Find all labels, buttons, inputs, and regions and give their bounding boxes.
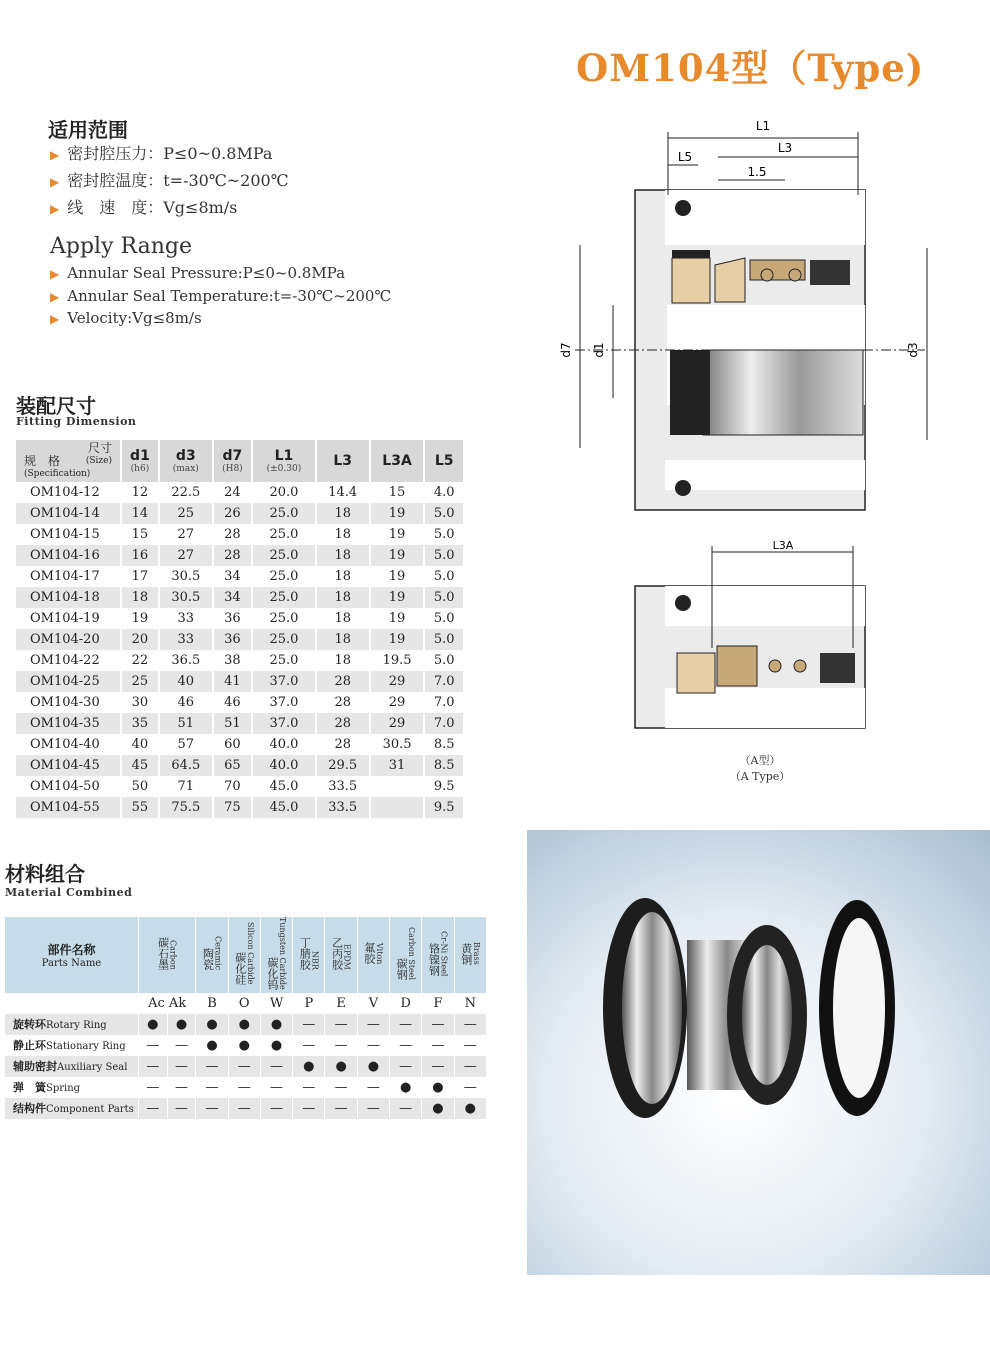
material-mark: — <box>139 1035 168 1056</box>
material-code: N <box>454 993 486 1014</box>
value-cell: 19 <box>370 587 425 608</box>
value-cell: 19 <box>370 629 425 650</box>
spec-cell: OM104-55 <box>16 797 121 818</box>
spec-cell: OM104-18 <box>16 587 121 608</box>
table-row <box>16 503 464 524</box>
value-cell: 33.5 <box>316 776 370 797</box>
value-cell: 18 <box>316 608 370 629</box>
spring-coil <box>761 269 773 281</box>
part-name-cell: 旋转环Rotary Ring <box>5 1014 139 1035</box>
material-mark: ● <box>228 1014 260 1035</box>
value-cell: 18 <box>316 650 370 671</box>
value-cell: 31 <box>370 755 425 776</box>
col-header-d1: d1 (h6) <box>121 440 159 482</box>
value-cell: 7.0 <box>424 671 464 692</box>
table-row <box>5 1077 487 1098</box>
value-cell: 25.0 <box>252 587 316 608</box>
material-mark: — <box>454 1056 486 1077</box>
spec-cell: OM104-30 <box>16 692 121 713</box>
value-cell: 33.5 <box>316 797 370 818</box>
material-mark: ● <box>422 1077 454 1098</box>
value-cell: 8.5 <box>424 755 464 776</box>
scope-heading: 适用范围 <box>48 118 128 142</box>
material-mark: — <box>357 1077 389 1098</box>
table-row <box>16 713 464 734</box>
a-type-drawing <box>625 538 895 738</box>
value-cell: 46 <box>213 692 252 713</box>
spec-cell: OM104-22 <box>16 650 121 671</box>
carbon-ring <box>677 653 715 693</box>
o-ring <box>675 595 691 611</box>
material-mark: — <box>167 1077 196 1098</box>
value-cell: 34 <box>213 566 252 587</box>
material-mark: ● <box>390 1077 422 1098</box>
value-cell: 45.0 <box>252 797 316 818</box>
material-mark: ● <box>196 1035 228 1056</box>
table-row <box>16 755 464 776</box>
value-cell: 19 <box>370 566 425 587</box>
value-cell: 29.5 <box>316 755 370 776</box>
page-title: OM104型（Type) <box>576 46 925 90</box>
material-col-header: 碳石墨Carbon <box>139 917 196 993</box>
col-header-l5: L5 <box>424 440 464 482</box>
material-code: F <box>422 993 454 1014</box>
value-cell: 5.0 <box>424 629 464 650</box>
material-col-header: 碳钢Carbon Steel <box>390 917 422 993</box>
value-cell: 45 <box>121 755 159 776</box>
col-header-l3a: L3A <box>370 440 425 482</box>
value-cell: 50 <box>121 776 159 797</box>
value-cell: 24 <box>213 482 252 503</box>
apply-item: ▶ Velocity:Vg≤8m/s <box>50 309 202 327</box>
value-cell: 18 <box>316 566 370 587</box>
d1-label: d1 <box>592 342 606 358</box>
table-row <box>5 1014 487 1035</box>
spec-cell: OM104-17 <box>16 566 121 587</box>
value-cell: 15 <box>370 482 425 503</box>
value-cell: 40 <box>159 671 213 692</box>
material-mark: ● <box>293 1056 325 1077</box>
table-row <box>16 608 464 629</box>
apply-list <box>50 263 391 331</box>
material-mark: — <box>139 1098 168 1119</box>
material-mark: — <box>357 1014 389 1035</box>
value-cell: 38 <box>213 650 252 671</box>
value-cell: 64.5 <box>159 755 213 776</box>
table-row <box>16 587 464 608</box>
value-cell: 71 <box>159 776 213 797</box>
value-cell: 5.0 <box>424 587 464 608</box>
value-cell: 37.0 <box>252 692 316 713</box>
value-cell: 19 <box>370 524 425 545</box>
material-code: Ac Ak <box>139 993 196 1014</box>
value-cell: 28 <box>316 671 370 692</box>
value-cell <box>370 797 425 818</box>
value-cell: 22 <box>121 650 159 671</box>
material-mark: — <box>390 1098 422 1119</box>
material-mark: — <box>293 1035 325 1056</box>
table-row <box>16 650 464 671</box>
triangle-bullet-icon: ▶ <box>50 289 60 304</box>
value-cell: 25.0 <box>252 608 316 629</box>
value-cell: 75 <box>213 797 252 818</box>
value-cell: 18 <box>121 587 159 608</box>
shaft-spring-section <box>703 350 863 435</box>
spec-cell: OM104-50 <box>16 776 121 797</box>
material-mark: — <box>454 1077 486 1098</box>
steel-ring <box>622 912 682 1104</box>
material-col-header: 碳化钨Tungsten Carbide <box>260 917 292 993</box>
triangle-bullet-icon: ▶ <box>50 202 60 216</box>
value-cell: 19 <box>121 608 159 629</box>
value-cell: 33 <box>159 608 213 629</box>
value-cell: 30.5 <box>370 734 425 755</box>
value-cell: 25.0 <box>252 650 316 671</box>
l3a-label: L3A <box>772 539 794 552</box>
material-mark: — <box>422 1056 454 1077</box>
value-cell: 41 <box>213 671 252 692</box>
material-col-header: 乙丙胶EPDM <box>325 917 357 993</box>
value-cell: 8.5 <box>424 734 464 755</box>
value-cell: 19 <box>370 608 425 629</box>
a-type-caption-cn: （A型） <box>739 754 781 767</box>
value-cell: 65 <box>213 755 252 776</box>
value-cell: 25.0 <box>252 629 316 650</box>
value-cell: 40.0 <box>252 734 316 755</box>
material-heading-en: Material Combined <box>5 886 133 899</box>
spring-coil <box>769 660 781 672</box>
part-name-cell: 结构件Component Parts <box>5 1098 139 1119</box>
material-code: E <box>325 993 357 1014</box>
material-mark: — <box>260 1098 292 1119</box>
material-heading-cn: 材料组合 <box>5 862 85 886</box>
part-name-cell: 辅助密封Auxiliary Seal <box>5 1056 139 1077</box>
fitting-heading-cn: 装配尺寸 <box>16 394 96 418</box>
value-cell: 29 <box>370 713 425 734</box>
value-cell: 75.5 <box>159 797 213 818</box>
spec-cell: OM104-12 <box>16 482 121 503</box>
table-row <box>5 1056 487 1077</box>
material-mark: — <box>196 1056 228 1077</box>
material-mark: — <box>325 1014 357 1035</box>
material-mark: — <box>293 1098 325 1119</box>
spec-cell: OM104-14 <box>16 503 121 524</box>
value-cell: 5.0 <box>424 650 464 671</box>
value-cell: 28 <box>213 545 252 566</box>
spec-cell: OM104-25 <box>16 671 121 692</box>
scope-item: ▶ 线 速 度：Vg≤8m/s <box>50 198 238 217</box>
table-row <box>16 671 464 692</box>
table-row <box>16 734 464 755</box>
value-cell: 7.0 <box>424 692 464 713</box>
value-cell: 18 <box>316 629 370 650</box>
table-row <box>16 776 464 797</box>
material-mark: — <box>293 1077 325 1098</box>
spec-cell: OM104-35 <box>16 713 121 734</box>
carbon-ring <box>672 258 710 303</box>
housing-cavity <box>665 688 865 728</box>
material-table-body <box>5 1014 487 1119</box>
drive-band <box>820 653 855 683</box>
l1-label: L1 <box>755 119 771 133</box>
product-photo <box>527 830 990 1275</box>
material-mark: ● <box>260 1014 292 1035</box>
value-cell: 40.0 <box>252 755 316 776</box>
a-type-caption-en: （A Type） <box>729 770 791 783</box>
value-cell: 30.5 <box>159 587 213 608</box>
material-mark: — <box>293 1014 325 1035</box>
part-name-cell: 弹 簧Spring <box>5 1077 139 1098</box>
value-cell: 7.0 <box>424 713 464 734</box>
value-cell: 55 <box>121 797 159 818</box>
material-mark: — <box>390 1035 422 1056</box>
spec-cell: OM104-45 <box>16 755 121 776</box>
col-header-l1: L1 (±0.30) <box>252 440 316 482</box>
dim15-label: 1.5 <box>747 165 767 179</box>
value-cell: 25 <box>159 503 213 524</box>
value-cell: 30 <box>121 692 159 713</box>
value-cell: 5.0 <box>424 545 464 566</box>
value-cell: 14.4 <box>316 482 370 503</box>
value-cell: 18 <box>316 503 370 524</box>
material-mark: — <box>422 1014 454 1035</box>
value-cell: 70 <box>213 776 252 797</box>
value-cell: 34 <box>213 587 252 608</box>
triangle-bullet-icon: ▶ <box>50 175 60 189</box>
triangle-bullet-icon: ▶ <box>50 267 60 281</box>
material-mark: — <box>260 1056 292 1077</box>
value-cell: 35 <box>121 713 159 734</box>
material-mark: ● <box>422 1098 454 1119</box>
material-col-header: 氟胶Viton <box>357 917 389 993</box>
material-mark: — <box>260 1077 292 1098</box>
material-mark: — <box>454 1014 486 1035</box>
scope-item: ▶ 密封腔压力：P≤0~0.8MPa <box>50 144 273 163</box>
material-mark: — <box>454 1035 486 1056</box>
table-row <box>16 797 464 818</box>
apply-item: ▶ Annular Seal Temperature:t=-30℃~200℃ <box>50 286 392 305</box>
spec-cell: OM104-19 <box>16 608 121 629</box>
value-cell: 19 <box>370 503 425 524</box>
value-cell: 36 <box>213 629 252 650</box>
apply-heading: Apply Range <box>50 234 192 259</box>
value-cell: 28 <box>316 734 370 755</box>
table-row <box>16 524 464 545</box>
fitting-corner-header: 尺寸 (Size) 规 格 (Specification) <box>16 440 121 482</box>
o-ring <box>675 200 691 216</box>
material-col-header: 陶瓷Ceramic <box>196 917 228 993</box>
table-row <box>16 482 464 503</box>
table-row <box>16 545 464 566</box>
col-header-l3: L3 <box>316 440 370 482</box>
value-cell: 25.0 <box>252 524 316 545</box>
value-cell: 20.0 <box>252 482 316 503</box>
value-cell: 26 <box>213 503 252 524</box>
value-cell: 5.0 <box>424 566 464 587</box>
material-code: V <box>357 993 389 1014</box>
value-cell: 27 <box>159 545 213 566</box>
triangle-bullet-icon: ▶ <box>50 312 60 326</box>
fitting-table <box>16 440 465 818</box>
value-cell: 9.5 <box>424 797 464 818</box>
value-cell: 29 <box>370 671 425 692</box>
material-corner-header: 部件名称 Parts Name <box>5 917 139 993</box>
value-cell: 18 <box>316 545 370 566</box>
scope-item: ▶ 密封腔温度：t=-30℃~200℃ <box>50 171 289 190</box>
material-mark: — <box>167 1056 196 1077</box>
housing-cavity <box>665 586 865 626</box>
material-mark: — <box>196 1098 228 1119</box>
material-code: D <box>390 993 422 1014</box>
value-cell: 9.5 <box>424 776 464 797</box>
material-mark: ● <box>260 1035 292 1056</box>
material-col-header: 铬镍钢Cr-Ni Steel <box>422 917 454 993</box>
material-col-header: 丁腈胶NBR <box>293 917 325 993</box>
scope-list <box>50 141 289 222</box>
value-cell: 36.5 <box>159 650 213 671</box>
value-cell: 16 <box>121 545 159 566</box>
material-mark: ● <box>454 1098 486 1119</box>
spec-cell: OM104-20 <box>16 629 121 650</box>
material-mark: — <box>228 1056 260 1077</box>
value-cell: 37.0 <box>252 713 316 734</box>
material-mark: — <box>167 1035 196 1056</box>
spring-coil <box>789 269 801 281</box>
table-row <box>16 692 464 713</box>
housing-cavity <box>665 190 865 245</box>
fitting-heading-en: Fitting Dimension <box>16 415 137 428</box>
spec-cell: OM104-40 <box>16 734 121 755</box>
value-cell: 28 <box>316 713 370 734</box>
l5-label: L5 <box>677 150 693 164</box>
value-cell: 51 <box>159 713 213 734</box>
d7-label: d7 <box>559 342 573 358</box>
value-cell: 18 <box>316 587 370 608</box>
value-cell: 33 <box>159 629 213 650</box>
value-cell: 22.5 <box>159 482 213 503</box>
table-row <box>16 629 464 650</box>
material-mark: — <box>325 1098 357 1119</box>
value-cell: 19.5 <box>370 650 425 671</box>
material-mark: — <box>228 1077 260 1098</box>
material-mark: — <box>167 1098 196 1119</box>
value-cell: 46 <box>159 692 213 713</box>
material-col-header: 碳化硅Silicon Carbide <box>228 917 260 993</box>
value-cell: 19 <box>370 545 425 566</box>
material-code: O <box>228 993 260 1014</box>
value-cell: 57 <box>159 734 213 755</box>
value-cell: 15 <box>121 524 159 545</box>
value-cell: 20 <box>121 629 159 650</box>
seal-face-inner <box>742 945 792 1085</box>
value-cell: 25.0 <box>252 566 316 587</box>
part-name-cell: 静止环Stationary Ring <box>5 1035 139 1056</box>
material-mark: ● <box>167 1014 196 1035</box>
value-cell: 29 <box>370 692 425 713</box>
spec-cell: OM104-16 <box>16 545 121 566</box>
value-cell: 17 <box>121 566 159 587</box>
value-cell: 28 <box>316 692 370 713</box>
ceramic-seat <box>833 918 885 1098</box>
value-cell: 14 <box>121 503 159 524</box>
material-mark: ● <box>325 1056 357 1077</box>
material-mark: — <box>357 1098 389 1119</box>
triangle-bullet-icon: ▶ <box>50 148 60 162</box>
material-code: P <box>293 993 325 1014</box>
bellows-part <box>715 258 745 302</box>
seal-ring-black <box>670 350 710 435</box>
spring-coil <box>794 660 806 672</box>
value-cell: 51 <box>213 713 252 734</box>
bellows-part <box>717 646 757 686</box>
value-cell: 25 <box>121 671 159 692</box>
rubber-boot <box>672 250 710 258</box>
material-mark: — <box>357 1035 389 1056</box>
value-cell: 45.0 <box>252 776 316 797</box>
table-row <box>16 566 464 587</box>
value-cell: 40 <box>121 734 159 755</box>
apply-item: ▶ Annular Seal Pressure:P≤0~0.8MPa <box>50 264 346 282</box>
value-cell: 27 <box>159 524 213 545</box>
material-table <box>5 917 487 1119</box>
material-mark: — <box>390 1014 422 1035</box>
drive-band <box>810 260 850 285</box>
seal-cross-section-drawing <box>555 110 935 530</box>
value-cell: 30.5 <box>159 566 213 587</box>
material-mark: — <box>196 1077 228 1098</box>
value-cell: 60 <box>213 734 252 755</box>
value-cell: 37.0 <box>252 671 316 692</box>
spec-cell: OM104-15 <box>16 524 121 545</box>
value-cell: 5.0 <box>424 524 464 545</box>
value-cell: 28 <box>213 524 252 545</box>
fitting-table-body <box>16 482 464 818</box>
value-cell: 5.0 <box>424 608 464 629</box>
value-cell: 25.0 <box>252 545 316 566</box>
material-mark: ● <box>357 1056 389 1077</box>
housing-cavity <box>665 460 865 490</box>
material-mark: — <box>325 1035 357 1056</box>
table-row <box>5 1098 487 1119</box>
material-col-header: 黄铜Brass <box>454 917 486 993</box>
value-cell: 12 <box>121 482 159 503</box>
material-mark: ● <box>196 1014 228 1035</box>
col-header-d7: d7 (H8) <box>213 440 252 482</box>
o-ring <box>675 480 691 496</box>
material-mark: — <box>228 1098 260 1119</box>
material-mark: — <box>139 1077 168 1098</box>
value-cell: 36 <box>213 608 252 629</box>
material-mark: — <box>390 1056 422 1077</box>
value-cell: 18 <box>316 524 370 545</box>
material-mark: — <box>325 1077 357 1098</box>
value-cell: 25.0 <box>252 503 316 524</box>
d3-label: d3 <box>906 342 920 358</box>
material-mark: — <box>139 1056 168 1077</box>
table-row <box>5 1035 487 1056</box>
value-cell: 4.0 <box>424 482 464 503</box>
material-mark: ● <box>139 1014 168 1035</box>
material-mark: ● <box>228 1035 260 1056</box>
material-mark: — <box>422 1035 454 1056</box>
value-cell: 5.0 <box>424 503 464 524</box>
material-code: W <box>260 993 292 1014</box>
material-code: B <box>196 993 228 1014</box>
col-header-d3: d3 (max) <box>159 440 213 482</box>
value-cell <box>370 776 425 797</box>
l3-label: L3 <box>777 141 793 155</box>
